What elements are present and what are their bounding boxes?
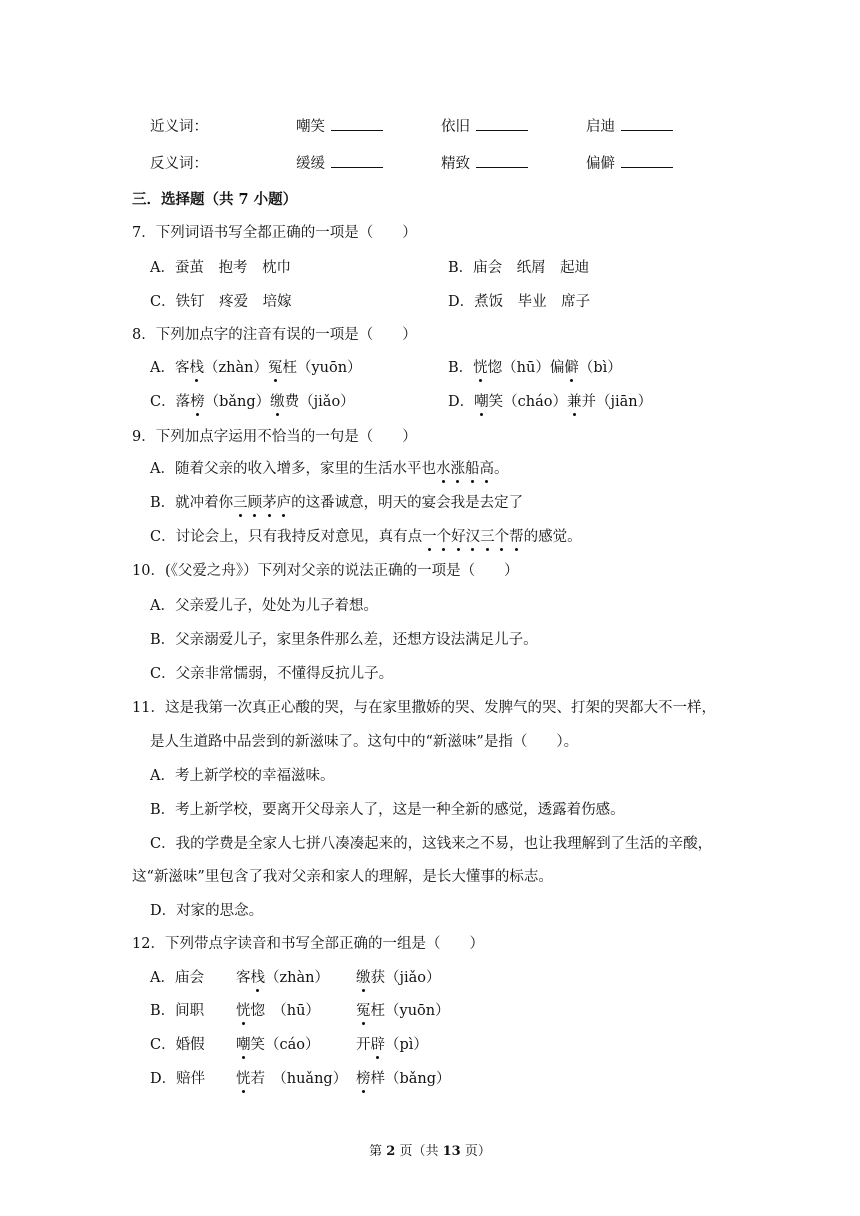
question-12-option-a-word1: A．庙会 xyxy=(150,970,204,986)
question-12-option-a-word3: 缴获（jiǎo） xyxy=(356,966,441,987)
question-11-option-a: A．考上新学校的幸福滋味。 xyxy=(150,768,335,784)
antonym-label: 反义词： xyxy=(150,156,208,172)
answer-blank[interactable] xyxy=(621,116,673,131)
question-7-stem: 7．下列词语书写全都正确的一项是（ ） xyxy=(132,225,417,241)
question-8-option-b: B．恍惚（hū）偏僻（bì） xyxy=(448,356,622,377)
question-12-option-b-word1: B．间职 xyxy=(150,1003,205,1019)
question-7-option-c: C．铁钉 疼爱 培嫁 xyxy=(150,294,292,310)
question-9-option-b: B．就冲着你三顾茅庐的这番诚意，明天的宴会我是去定了 xyxy=(150,491,523,512)
question-11-option-d: D．对家的思念。 xyxy=(150,903,264,919)
question-8-option-a: A．客栈（zhàn）冤枉（yuōn） xyxy=(150,356,362,377)
question-10-stem: 10．(《父爱之舟》）下列对父亲的说法正确的一项是（ ） xyxy=(132,563,519,579)
answer-blank[interactable] xyxy=(331,153,383,168)
answer-blank[interactable] xyxy=(476,153,528,168)
question-12-option-a-word2: 客栈（zhàn） xyxy=(236,966,329,987)
question-11-option-b: B．考上新学校，要离开父母亲人了，这是一种全新的感觉，透露着伤感。 xyxy=(150,802,625,818)
question-7-option-a: A．蚕茧 抱考 枕巾 xyxy=(150,260,291,276)
question-11-option-c: C．我的学费是全家人七拼八凑凑起来的，这钱来之不易，也让我理解到了生活的辛酸， xyxy=(150,836,713,852)
antonym-item: 偏僻 xyxy=(586,152,673,173)
answer-blank[interactable] xyxy=(621,153,673,168)
synonym-label: 近义词： xyxy=(150,119,208,135)
page-footer: 第 2 页（共 13 页） xyxy=(369,1144,491,1159)
question-12-option-c-word3: 开辟（pì） xyxy=(356,1033,428,1054)
question-12-option-c-word2: 嘲笑（cáo） xyxy=(236,1033,320,1054)
total-pages: 13 xyxy=(442,1144,461,1159)
page-number: 2 xyxy=(386,1144,396,1159)
question-9-stem: 9．下列加点字运用不恰当的一句是（ ） xyxy=(132,429,417,445)
question-11-stem-continued: 是人生道路中品尝到的新滋味了。这句中的“新滋味”是指（ ）。 xyxy=(150,734,579,750)
question-8-stem: 8．下列加点字的注音有误的一项是（ ） xyxy=(132,327,417,343)
answer-blank[interactable] xyxy=(331,116,383,131)
question-12-option-d-word1: D．赔伴 xyxy=(150,1071,206,1087)
question-10-option-c: C．父亲非常懦弱，不懂得反抗儿子。 xyxy=(150,666,394,682)
question-9-option-a: A．随着父亲的收入增多，家里的生活水平也水涨船高。 xyxy=(150,457,508,478)
question-7-option-d: D．煮饭 毕业 席子 xyxy=(448,294,591,310)
question-10-option-a: A．父亲爱儿子，处处为儿子着想。 xyxy=(150,598,378,614)
synonym-item: 嘲笑 xyxy=(296,115,383,136)
question-11-option-c-continued: 这“新滋味”里包含了我对父亲和家人的理解，是长大懂事的标志。 xyxy=(132,869,553,885)
antonym-item: 缓缓 xyxy=(296,152,383,173)
answer-blank[interactable] xyxy=(476,116,528,131)
question-12-option-d-word3: 榜样（bǎng） xyxy=(356,1067,451,1088)
question-8-option-c: C．落榜（bǎng）缴费（jiǎo） xyxy=(150,390,355,411)
question-10-option-b: B．父亲溺爱儿子，家里条件那么差，还想方设法满足儿子。 xyxy=(150,632,538,648)
question-7-option-b: B．庙会 纸屑 起迪 xyxy=(448,260,590,276)
synonym-item: 依旧 xyxy=(441,115,528,136)
section-title: 三．选择题（共 7 小题） xyxy=(132,191,298,208)
synonym-item: 启迪 xyxy=(586,115,673,136)
question-11-stem: 11．这是我第一次真正心酸的哭，与在家里撒娇的哭、发脾气的哭、打架的哭都大不一样， xyxy=(132,700,716,716)
question-12-option-c-word1: C．婚假 xyxy=(150,1037,205,1053)
question-12-option-b-word2: 恍惚 （hū） xyxy=(236,999,320,1020)
question-9-option-c: C．讨论会上，只有我持反对意见，真有点一个好汉三个帮的感觉。 xyxy=(150,525,582,546)
antonym-item: 精致 xyxy=(441,152,528,173)
question-12-option-b-word3: 冤枉（yuōn） xyxy=(356,999,450,1020)
question-8-option-d: D．嘲笑（cháo）兼并（jiān） xyxy=(448,390,652,411)
question-12-stem: 12．下列带点字读音和书写全部正确的一组是（ ） xyxy=(132,936,484,952)
question-12-option-d-word2: 恍若 （huǎng） xyxy=(236,1067,347,1088)
